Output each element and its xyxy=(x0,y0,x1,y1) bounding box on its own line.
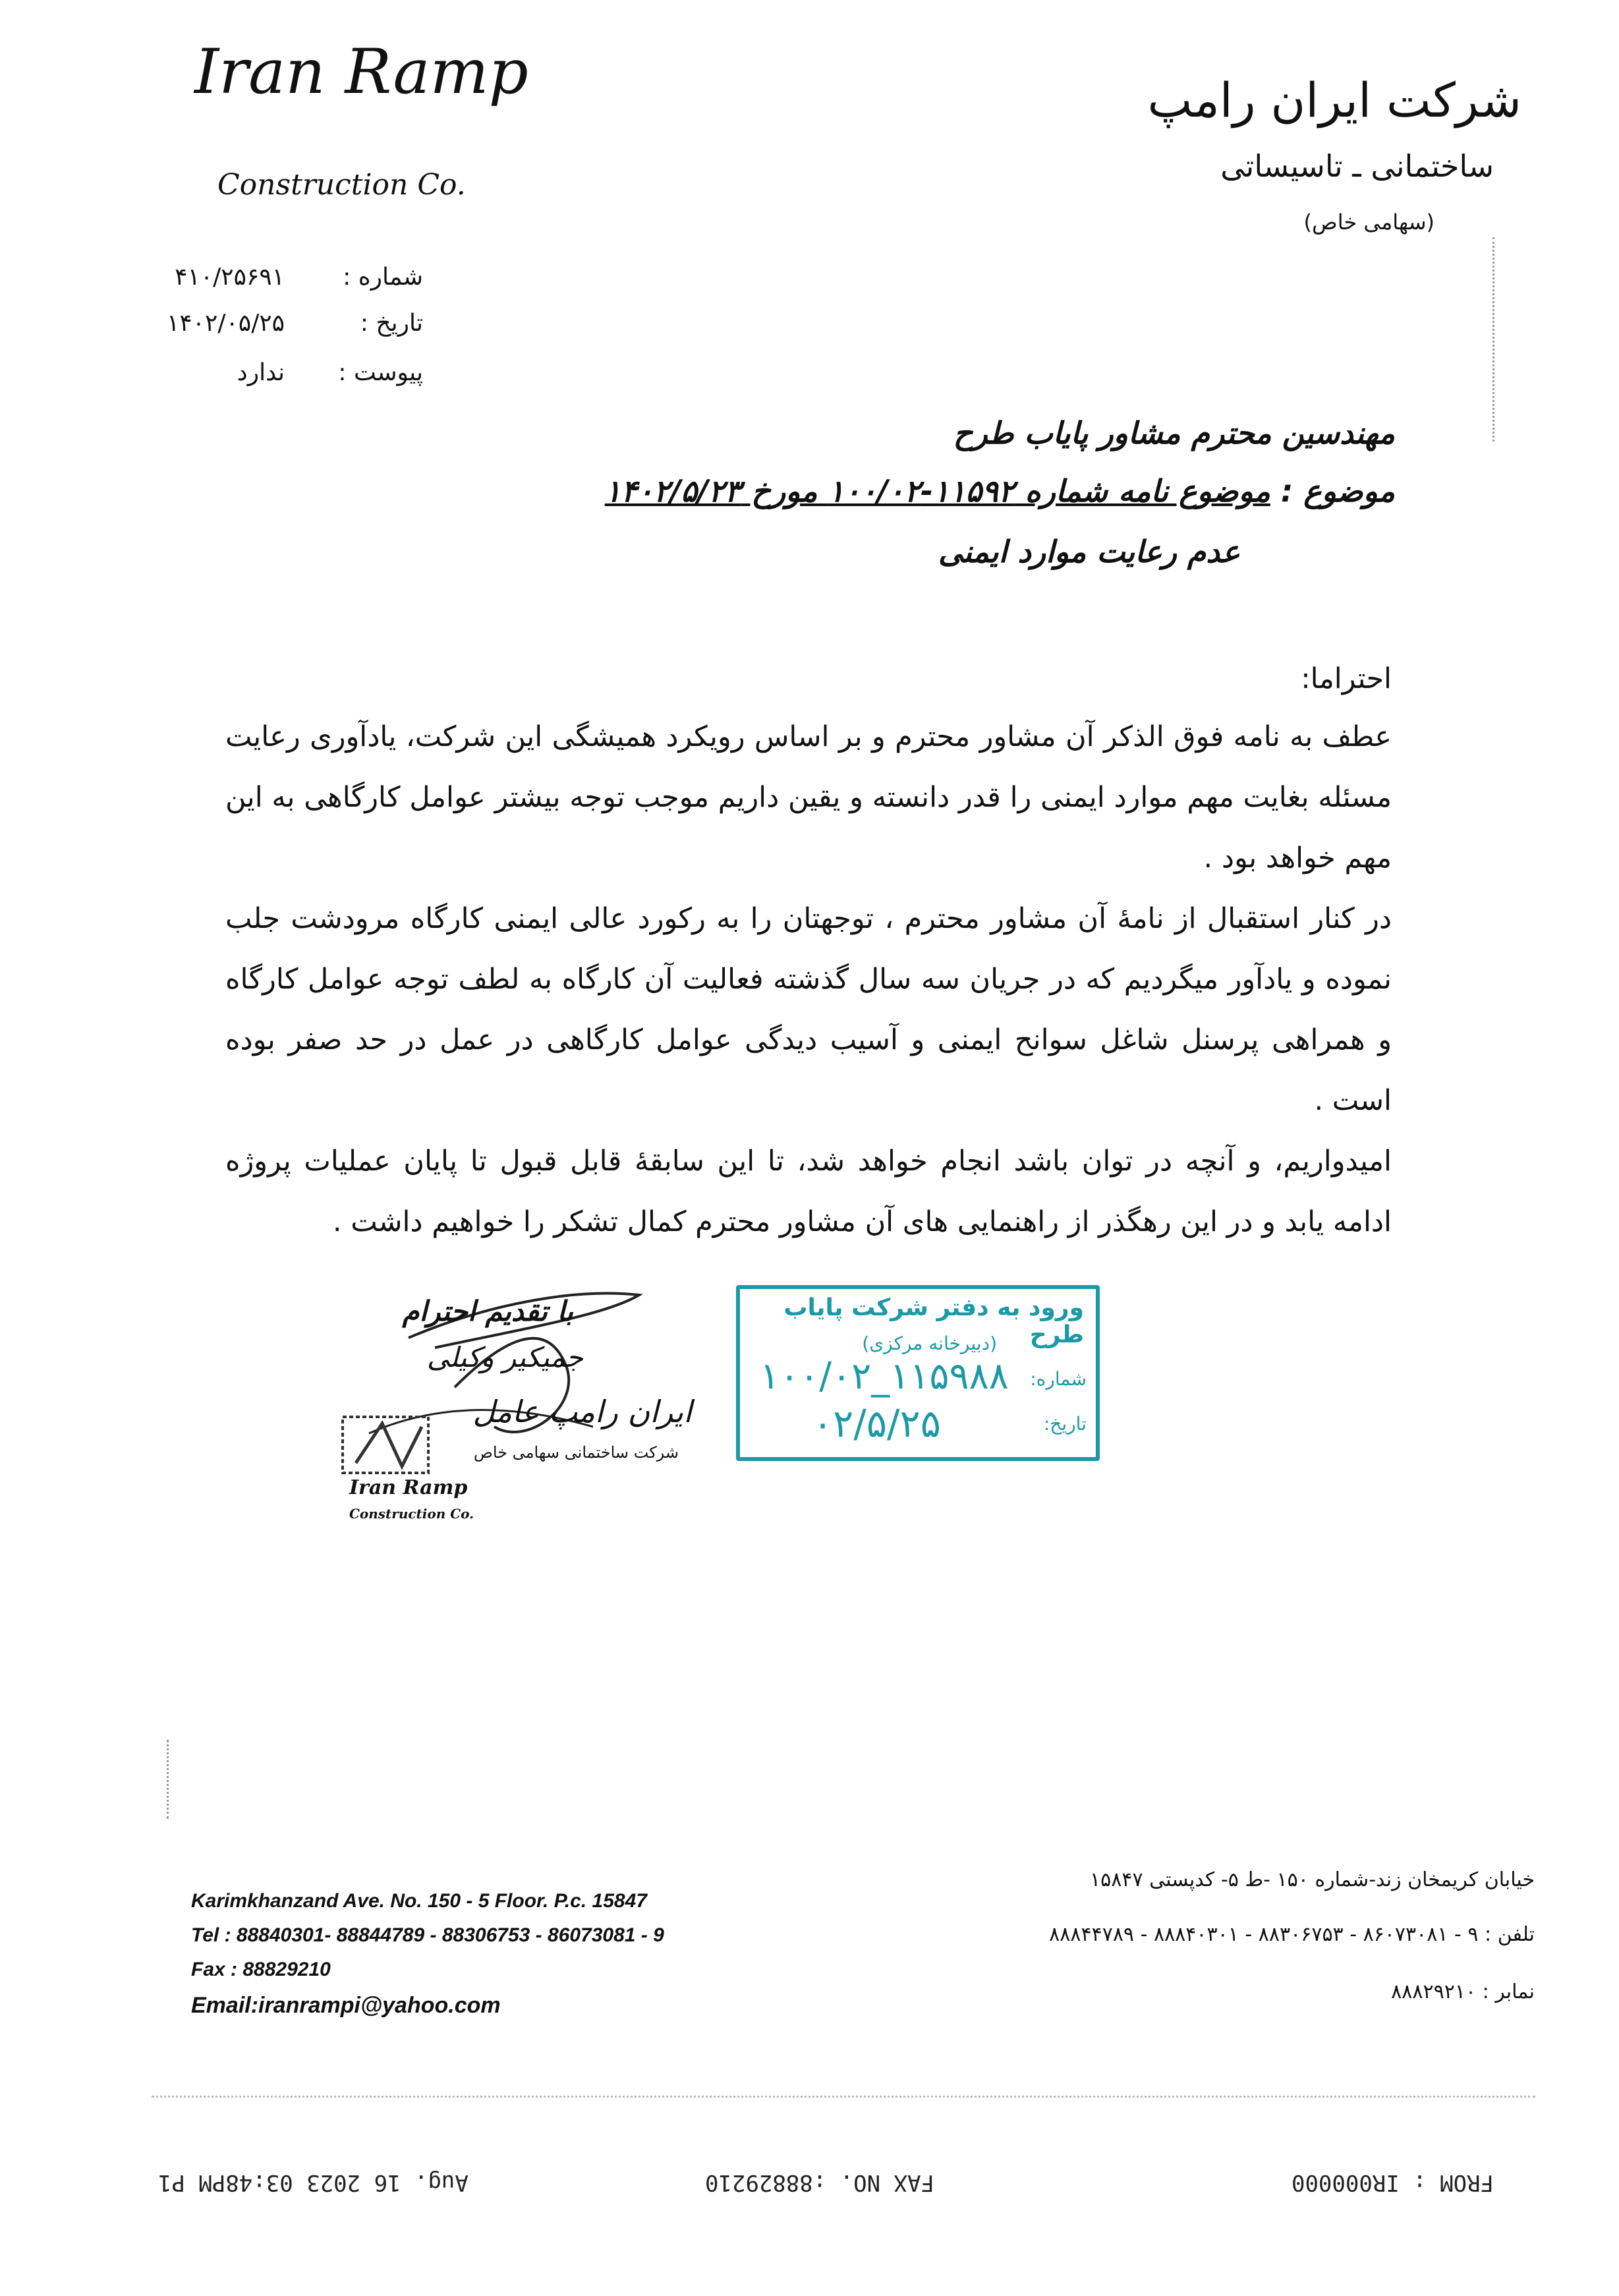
stamp-date-value: ۰۲/۵/۲۵ xyxy=(812,1401,941,1446)
fax-header-from: FROM : IR000000 xyxy=(1292,2169,1494,2196)
body-paragraph-3: امیدواریم، و آنچه در توان باشد انجام خواهد شد، تا این سابقۀ قابل قبول تا پایان عملیات پروژه ادامه یابد و در این رهگذر از راهنمایی های آن مشاور محترم کمال تشکر را خواهیم داشت . xyxy=(225,1145,1392,1238)
letter-date-row xyxy=(167,310,423,337)
fax-header-number: FAX NO. :88829210 xyxy=(705,2169,934,2196)
letter-attachment-row xyxy=(237,359,423,386)
addressee: مهندسین محترم مشاور پایاب طرح xyxy=(953,415,1395,451)
letter-attachment-label: پیوست : xyxy=(338,359,423,386)
greeting: احتراما: xyxy=(1301,662,1392,695)
footer-address-persian: خیابان کریمخان زند-شماره ۱۵۰ -ط ۵- کدپستی ۱۵۸۴۷ xyxy=(1090,1868,1535,1891)
company-subtitle-persian: ساختمانی ـ تاسیساتی xyxy=(1220,148,1494,184)
letter-date-value: ۱۴۰۲/۰۵/۲۵ xyxy=(167,310,285,337)
letter-attachment-value: ندارد xyxy=(237,359,285,386)
seal-persian: شرکت ساختمانی سهامی خاص xyxy=(473,1443,679,1462)
fax-header-timestamp: Aug. 16 2023 03:48PM P1 xyxy=(158,2169,469,2196)
company-logo-english: Iran Ramp xyxy=(194,36,528,108)
subject-title: عدم رعایت موارد ایمنی xyxy=(938,534,1240,569)
signature-line-2: جمیکیر وکیلی xyxy=(426,1341,583,1373)
company-type-persian: (سهامی خاص) xyxy=(1303,210,1434,235)
letter-number-row xyxy=(175,264,423,291)
footer-fax-english: Fax : 88829210 xyxy=(191,1959,331,1980)
footer-tel-persian: تلفن : ۹ - ۸۶۰۷۳۰۸۱ - ۸۸۳۰۶۷۵۳ - ۸۸۸۴۰۳۰۱ - ۸۸۸۴۴۷۸۹ xyxy=(1049,1923,1535,1946)
company-subtitle-english: Construction Co. xyxy=(217,168,466,202)
stamp-title: ورود به دفتر شرکت پایاب طرح xyxy=(783,1294,1084,1348)
letter-body xyxy=(225,706,1392,1252)
footer-fax-persian: نمابر : ۸۸۸۲۹۲۱۰ xyxy=(1391,1980,1535,2003)
letter-date-label: تاریخ : xyxy=(360,310,423,337)
company-logo-persian: شرکت ایران رامپ xyxy=(1147,72,1521,128)
stamp-number-label: شماره: xyxy=(1030,1368,1087,1390)
signature-line-1: با تقدیم احترام xyxy=(402,1295,573,1327)
stamp-number-value: ۱۰۰/۰۲_۱۱۵۹۸۸ xyxy=(760,1355,1009,1398)
body-paragraph-2: در کنار استقبال از نامۀ آن مشاور محترم ، توجهتان را به رکورد عالی ایمنی کارگاه مرودشت جلب نموده و یادآور میگردیم که در جریان سه سال گذشته فعالیت آن کارگاه به لطف توجه عوامل کارگاه و همراهی پرسنل شاغل سوانح ایمنی و آسیب دیدگی عوامل کارگاهی در عمل در حد صفر بوده است . xyxy=(225,902,1392,1117)
footer-tel-english: Tel : 88840301- 88844789 - 88306753 - 86073081 - 9 xyxy=(191,1924,664,1946)
subject-line xyxy=(605,473,1395,509)
footer-address-english: Karimkhanzand Ave. No. 150 - 5 Floor. P.c. 15847 xyxy=(191,1890,647,1912)
subject-value: موضوع نامه شماره ۱۱۵۹۲-۱۰۰/۰۲ مورخ ۱۴۰۲/۵/۲۳ xyxy=(604,473,1270,509)
letter-number-value: ۴۱۰/۲۵۶۹۱ xyxy=(175,264,285,291)
signature-line-3: ایران رامپ عامل xyxy=(472,1394,692,1429)
scan-dotted-line xyxy=(152,2096,1535,2098)
stamp-date-label: تاریخ: xyxy=(1043,1413,1087,1435)
subject-label: موضوع : xyxy=(1280,473,1395,509)
seal-english-name: Iran Ramp xyxy=(349,1476,468,1499)
reception-stamp xyxy=(736,1285,1100,1461)
scan-dotted-mark xyxy=(1491,237,1494,442)
footer-email-english: Email:iranrampi@yahoo.com xyxy=(191,1993,501,2018)
stamp-subtitle: (دبیرخانه مرکزی) xyxy=(862,1333,997,1354)
scan-dotted-mark xyxy=(165,1740,169,1819)
letter-number-label: شماره : xyxy=(343,264,423,291)
signature-block xyxy=(329,1275,698,1552)
body-paragraph-1: عطف به نامه فوق الذکر آن مشاور محترم و بر اساس رویکرد همیشگی این شرکت، یادآوری رعایت مسئله بغایت مهم موارد ایمنی را قدر دانسته و یقین داریم موجب توجه بیشتر عوامل کارگاهی به این مهم خواهد بود . xyxy=(225,720,1392,875)
seal-english-sub: Construction Co. xyxy=(349,1506,474,1522)
